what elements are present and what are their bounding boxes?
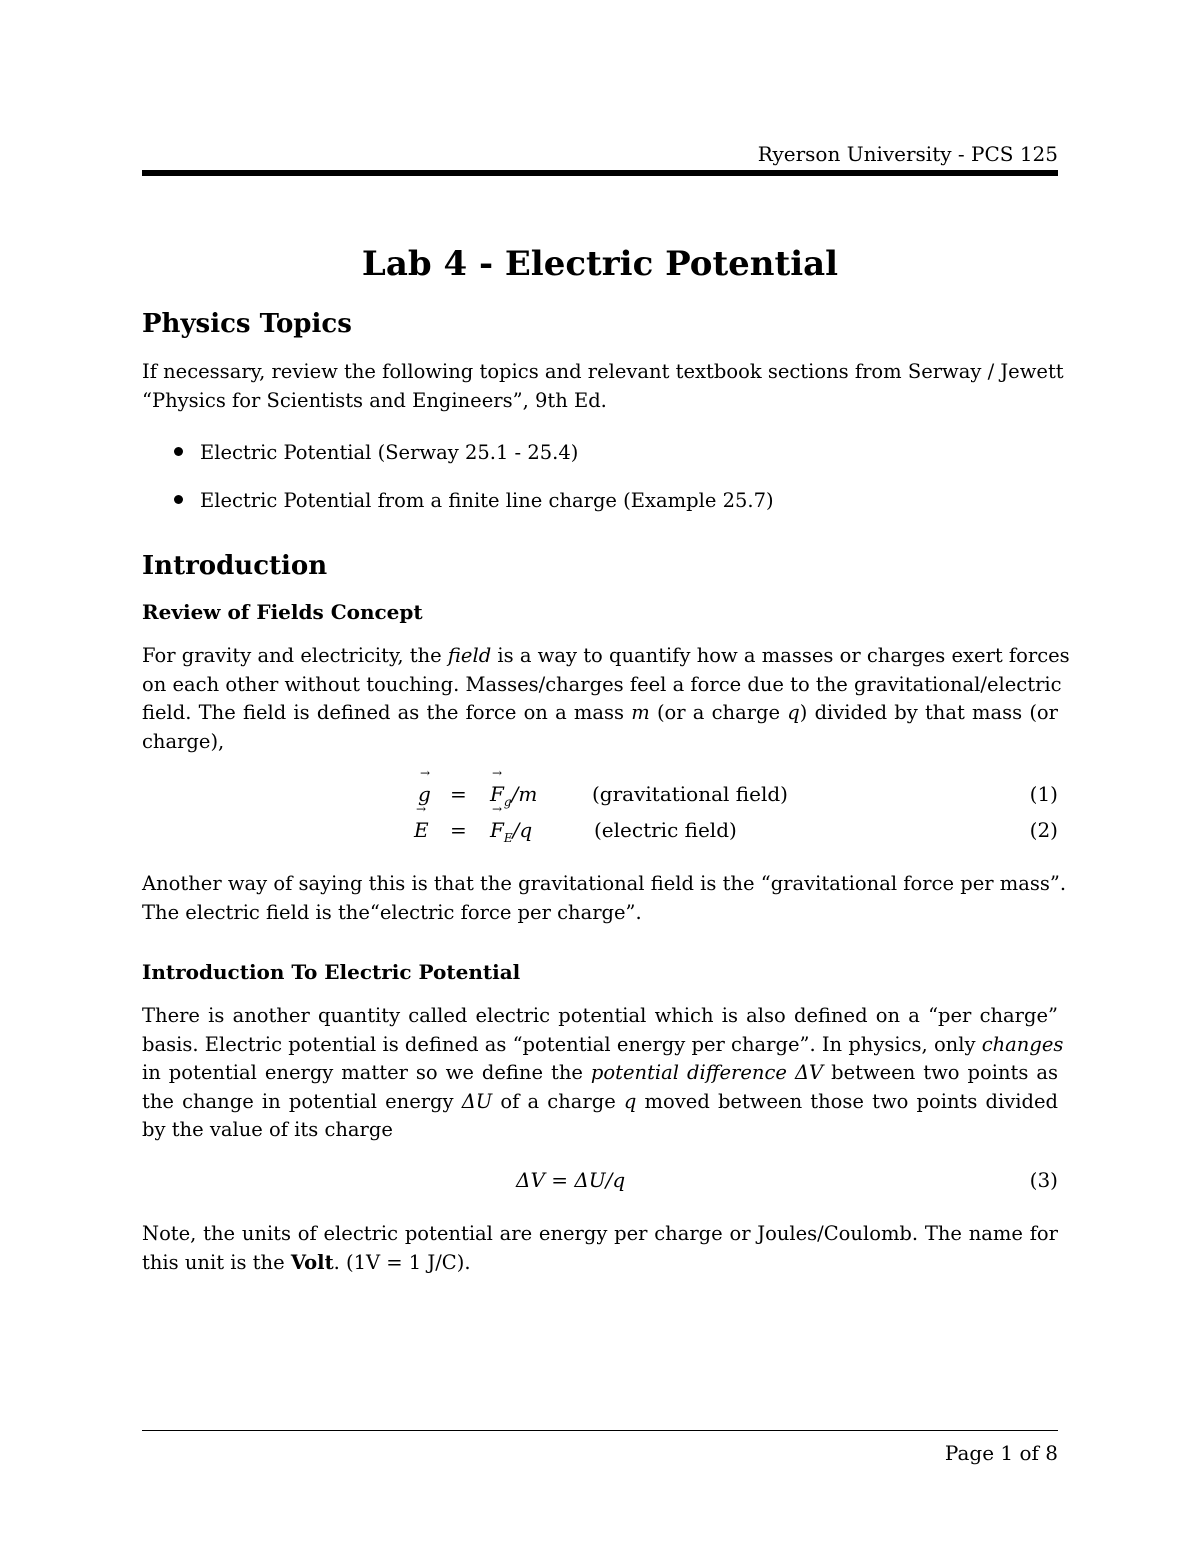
potential-heading: Introduction To Electric Potential [142,960,521,984]
bullet-icon [174,495,183,504]
equation-number: (1) [1029,782,1058,806]
footer-rule [142,1430,1058,1431]
field-emphasis: field [447,644,492,667]
units-paragraph: Note, the units of electric potential are energy per charge or Joules/Coulomb. The name for this unit is the Volt. (1V = 1 J/C). [142,1222,1058,1274]
introduction-heading: Introduction [142,551,328,581]
equation-1: → g = → $F_g/m$ (gravitational field) (1) [142,782,1058,812]
bullet-text: Electric Potential (Serway 25.1 - 25.4) [200,441,579,464]
intro-line-1: If necessary, review the following topics and relevant textbook sections from Serway / Jewett [142,360,1064,383]
equation-number: (3) [1029,1168,1058,1192]
physics-topics-intro [142,358,1064,415]
page-title: Lab 4 - Electric Potential [361,244,839,284]
bullet-text: Electric Potential from a finite line charge (Example 25.7) [200,489,774,512]
equation-3: ΔV = ΔU/q (3) [516,1168,1058,1192]
running-header: Ryerson University - PCS 125 [757,142,1058,166]
intro-line-2: “Physics for Scientists and Engineers”, 9th Ed. [142,388,607,412]
fields-paragraph: For gravity and electricity, the field is a way to quantify how a masses or charges exert forces on each other without touching. Masses/charges feel a force due to the gravitational/electric field. The field is defined as the force on a mass m (or a charge q) divided by that mass (or charge), [142,644,1070,753]
bullet-item [174,489,774,512]
physics-topics-heading: Physics Topics [142,309,352,339]
bullet-icon [174,447,183,456]
fields-heading: Review of Fields Concept [142,600,423,624]
fields-summary-paragraph: Another way of saying this is that the gravitational field is the “gravitational force per mass”. The electric field is the“electric force per charge”. [142,872,1067,924]
equation-2: → E = → $F_E/q$ (electric field) (2) [142,818,1058,848]
potential-paragraph: There is another quantity called electric potential which is also defined on a “per charge” basis. Electric potential is defined as “potential energy per charge”. In physics, only changes in potential energy matter so we define the potential difference ΔV between two points as the change in potential energy ΔU of a charge q moved between those two points divided by the value of its charge [142,1004,1064,1141]
page-number: Page 1 of 8 [944,1441,1058,1465]
bullet-item [174,441,578,464]
equation-number: (2) [1029,818,1058,842]
document-page [142,0,1070,1553]
header-rule [142,170,1058,176]
